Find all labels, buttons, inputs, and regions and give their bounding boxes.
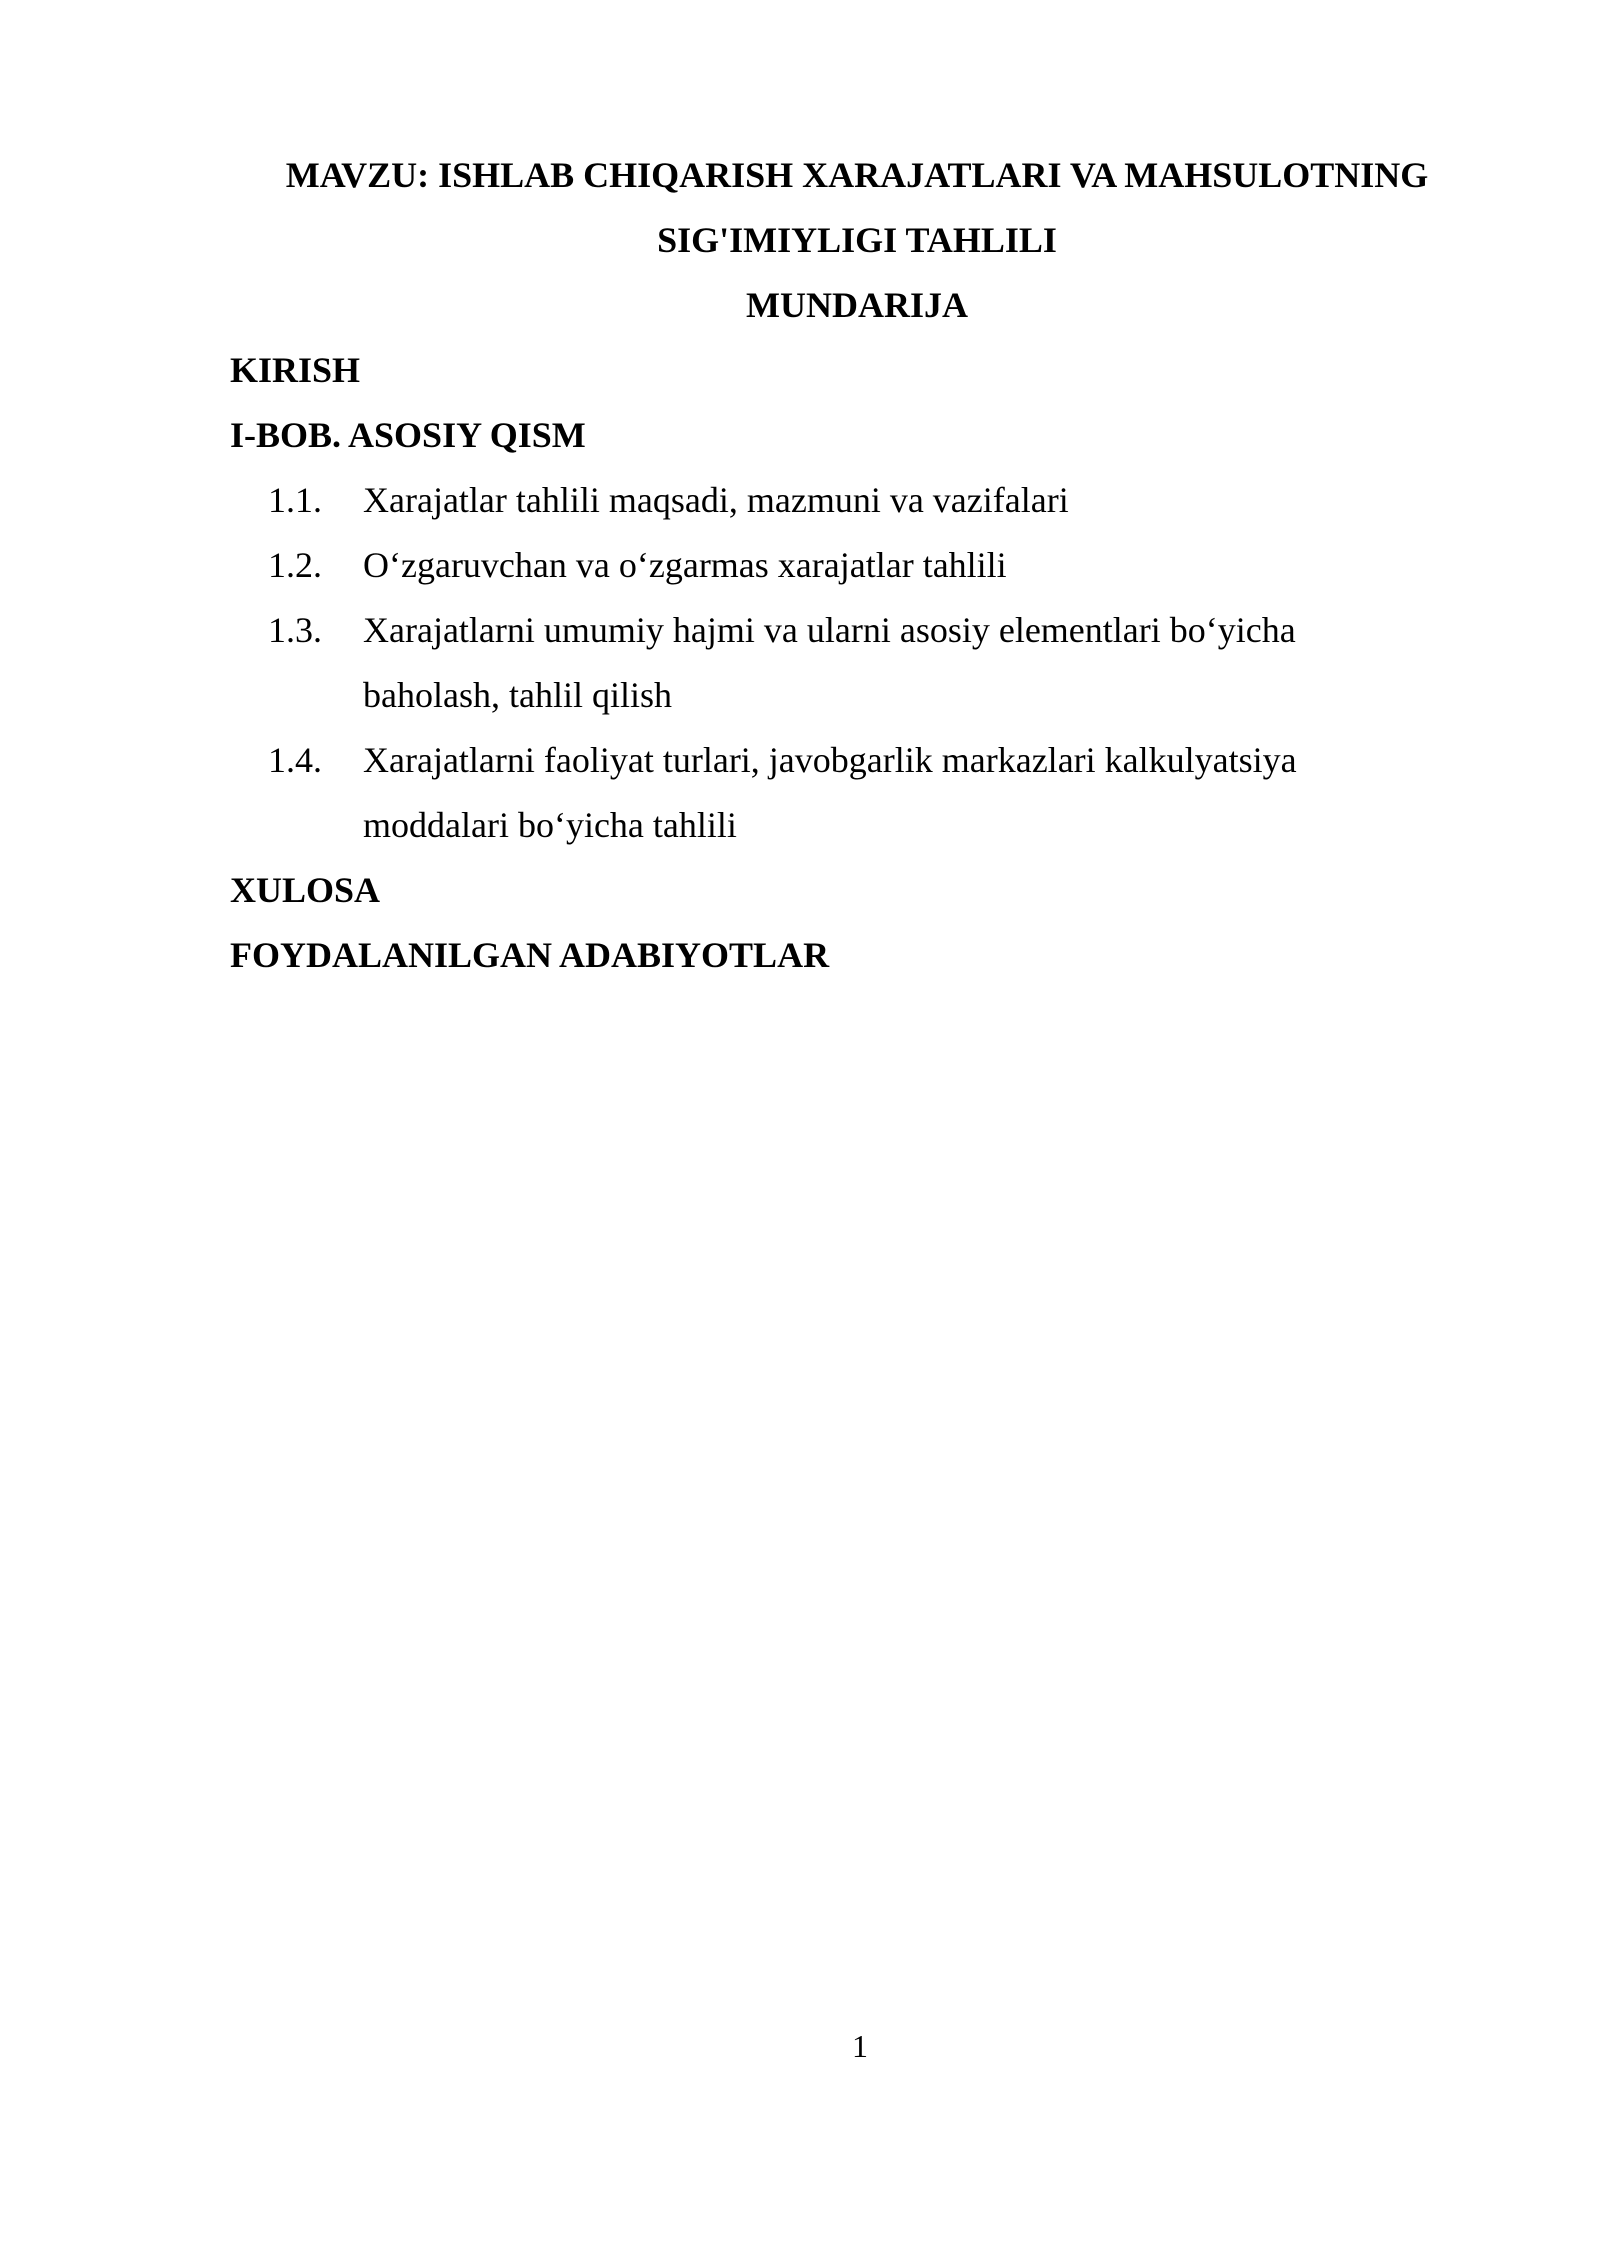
page-number: 1 <box>852 2028 868 2064</box>
document-title-line-2: SIG'IMIYLIGI TAHLILI <box>657 220 1057 260</box>
document-title-line-1: MAVZU: ISHLAB CHIQARISH XARAJATLARI VA MAHSULOTNING <box>285 155 1429 195</box>
toc-item-number: 1.1. <box>268 480 322 520</box>
toc-item-text-continuation: moddalari bo‘yicha tahlili <box>363 805 737 845</box>
contents-heading: MUNDARIJA <box>746 285 968 325</box>
toc-item-text: O‘zgaruvchan va o‘zgarmas xarajatlar tahlili <box>363 545 1007 585</box>
toc-chapter-1: I-BOB. ASOSIY QISM <box>230 415 586 455</box>
toc-item-text-continuation: baholash, tahlil qilish <box>363 675 672 715</box>
toc-item-text: Xarajatlar tahlili maqsadi, mazmuni va vazifalari <box>363 480 1069 520</box>
toc-intro: KIRISH <box>230 350 361 390</box>
toc-item-text: Xarajatlarni faoliyat turlari, javobgarlik markazlari kalkulyatsiya <box>363 740 1297 780</box>
toc-item-number: 1.4. <box>268 740 322 780</box>
toc-item-number: 1.2. <box>268 545 322 585</box>
toc-item-number: 1.3. <box>268 610 322 650</box>
toc-conclusion: XULOSA <box>230 870 381 910</box>
toc-references: FOYDALANILGAN ADABIYOTLAR <box>230 935 830 975</box>
toc-item-text: Xarajatlarni umumiy hajmi va ularni asosiy elementlari bo‘yicha <box>363 610 1296 650</box>
